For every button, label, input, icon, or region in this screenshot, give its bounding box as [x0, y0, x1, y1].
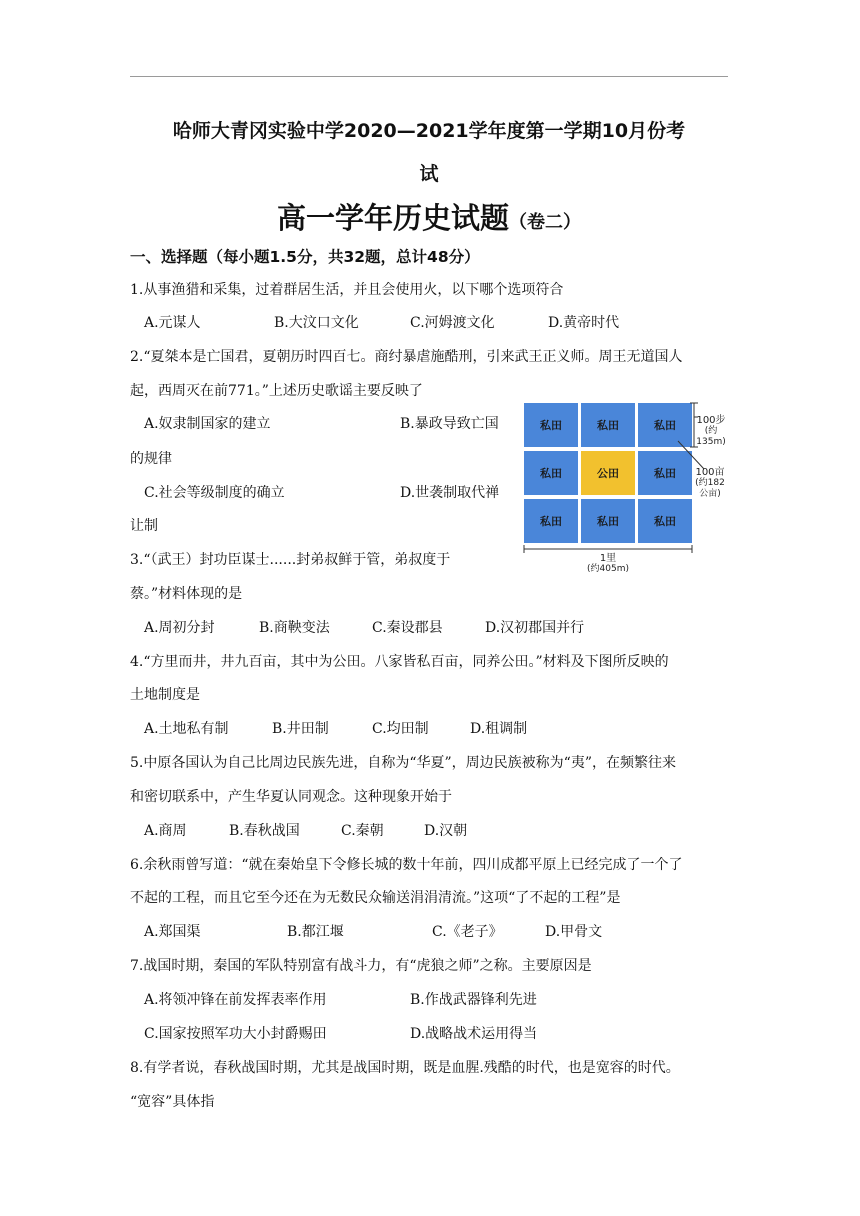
q8-stem-line1: 8.有学者说，春秋战国时期，尤其是战国时期，既是血腥.残酷的时代，也是宽容的时代。	[130, 1060, 680, 1076]
school-title-line1: 哈师大青冈实验中学2020—2021学年度第一学期10月份考	[172, 120, 686, 142]
q7-option-b: B.作战武器锋利先进	[410, 992, 537, 1008]
field-cell-label: 公田	[597, 467, 619, 480]
exam-title-main: 高一学年历史试题	[276, 201, 509, 235]
field-cell-label: 私田	[597, 419, 619, 432]
q3-option-a: A.周初分封	[144, 620, 215, 636]
well-field-diagram	[518, 397, 726, 582]
field-cell-label: 私田	[654, 467, 676, 480]
q6-stem-line2: 不起的工程，而且它至今还在为无数民众输送涓涓清流。”这项“了不起的工程”是	[130, 890, 621, 906]
q6-option-a: A.郑国渠	[144, 924, 201, 940]
q1-option-d: D.黄帝时代	[548, 315, 620, 331]
q4-stem-line1: 4.“方里而井，井九百亩，其中为公田。八家皆私百亩，同养公田。”材料及下图所反映的	[130, 654, 669, 670]
label-100-steps-text: 100步	[696, 415, 726, 426]
q4-option-d: D.租调制	[470, 721, 528, 737]
q7-option-a: A.将领冲锋在前发挥表率作用	[144, 992, 327, 1008]
q1-option-c: C.河姆渡文化	[410, 315, 495, 331]
q6-option-d: D.甲骨文	[545, 924, 603, 940]
field-cell-label: 私田	[540, 467, 562, 480]
q1-option-a: A.元谋人	[144, 315, 201, 331]
q5-option-b: B.春秋战国	[229, 823, 300, 839]
q4-option-b: B.井田制	[272, 721, 329, 737]
field-cell-label: 私田	[540, 515, 562, 528]
q3-stem-line1: 3.“（武王）封功臣谋士......封弟叔鲜于管，弟叔度于	[130, 552, 451, 568]
q4-stem-line2: 土地制度是	[130, 687, 200, 703]
q2-stem-line1: 2.“夏桀本是亡国君，夏朝历时四百七。商纣暴虐施酷刑，引来武王正义师。周王无道国人	[130, 349, 683, 365]
field-cell-label: 私田	[597, 515, 619, 528]
q1-option-b: B.大汶口文化	[274, 315, 359, 331]
section-heading: 一、选择题（每小题1.5分，共32题，总计48分）	[130, 248, 480, 266]
q3-stem-line2: 蔡。”材料体现的是	[130, 586, 243, 602]
q6-option-b: B.都江堰	[287, 924, 344, 940]
label-100-mu-text: 100亩	[695, 467, 725, 478]
field-cell-label: 私田	[540, 419, 562, 432]
q2-option-b: B.暴政导致亡国	[400, 416, 499, 432]
q2-option-a: A.奴隶制国家的建立	[144, 416, 271, 432]
q4-option-a: A.土地私有制	[144, 721, 229, 737]
q3-option-c: C.秦设郡县	[372, 620, 443, 636]
q2-stem-line2: 起，西周灭在前771。”上述历史歌谣主要反映了	[130, 383, 423, 399]
q2-option-c: C.社会等级制度的确立	[144, 485, 285, 501]
q5-stem-line1: 5.中原各国认为自己比周边民族先进，自称为“华夏”，周边民族被称为“夷”，在频繁往来	[130, 755, 676, 771]
school-title-line2: 试	[419, 163, 439, 185]
field-cell-label: 私田	[654, 515, 676, 528]
q8-stem-line2: “宽容”具体指	[130, 1094, 215, 1110]
q5-stem-line2: 和密切联系中，产生华夏认同观念。这种现象开始于	[130, 789, 452, 805]
q2-option-d-cont: 让制	[130, 518, 158, 534]
q4-option-c: C.均田制	[372, 721, 429, 737]
label-100-mu-sub: (约182公亩)	[695, 478, 725, 499]
exam-title	[130, 196, 728, 237]
label-100-mu	[694, 467, 726, 500]
exam-title-sub: （卷二）	[509, 212, 581, 233]
header-rule	[130, 76, 728, 77]
q3-option-b: B.商鞅变法	[259, 620, 330, 636]
q7-stem: 7.战国时期，秦国的军队特别富有战斗力，有“虎狼之师”之称。主要原因是	[130, 958, 592, 974]
q6-stem-line1: 6.余秋雨曾写道：“就在秦始皇下令修长城的数十年前，四川成都平原上已经完成了一个了	[130, 857, 683, 873]
q1-stem: 1.从事渔猎和采集，过着群居生活，并且会使用火，以下哪个选项符合	[130, 282, 564, 298]
q5-option-c: C.秦朝	[341, 823, 384, 839]
q5-option-d: D.汉朝	[424, 823, 468, 839]
q6-option-c: C.《老子》	[432, 924, 503, 940]
q7-option-d: D.战略战术运用得当	[410, 1026, 538, 1042]
q2-option-d: D.世袭制取代禅	[400, 485, 500, 501]
q2-option-b-cont: 的规律	[130, 451, 172, 467]
label-100-steps-sub: (约135m)	[696, 426, 726, 447]
q3-option-d: D.汉初郡国并行	[485, 620, 585, 636]
label-100-steps	[696, 415, 726, 448]
field-cell-label: 私田	[654, 419, 676, 432]
q5-option-a: A.商周	[144, 823, 187, 839]
q7-option-c: C.国家按照军功大小封爵赐田	[144, 1026, 327, 1042]
label-1-li-text: 1里	[599, 553, 617, 564]
label-1-li-sub: (约405m)	[587, 564, 629, 574]
label-1-li	[578, 553, 638, 575]
